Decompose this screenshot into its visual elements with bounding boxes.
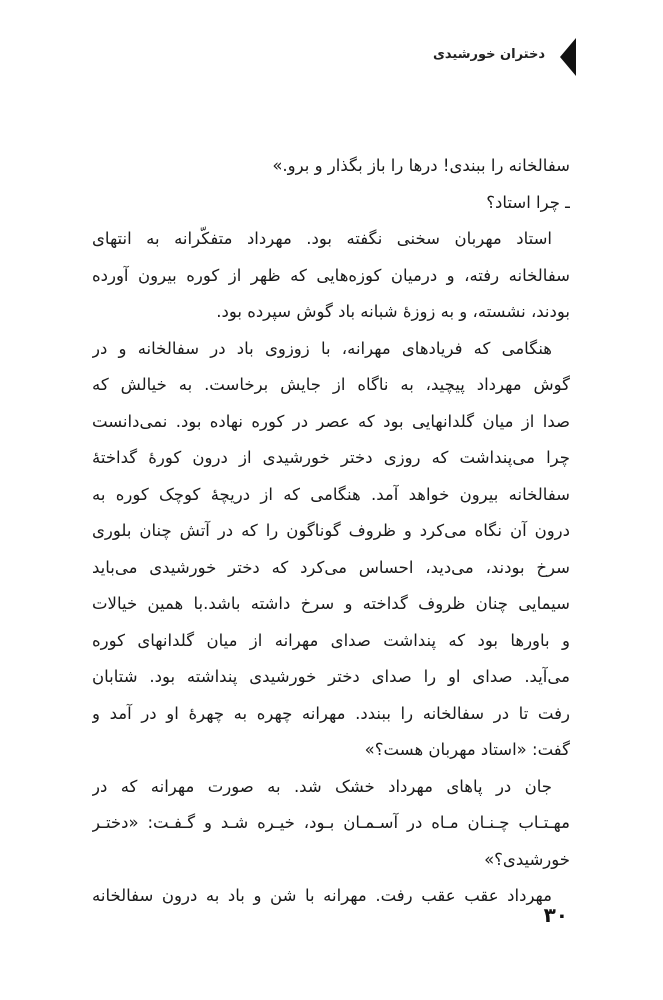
text-line: درون آن نگاه می‌کرد و ظروف گوناگون را که در آتش چنان بلوری bbox=[92, 521, 570, 540]
text-line: سرخ بودند، می‌دید، احساس می‌کرد که دختر خورشیدی می‌باید bbox=[92, 557, 570, 577]
text-line: خورشیدی؟» bbox=[484, 849, 570, 869]
running-header bbox=[73, 38, 573, 78]
text-line: رفت تا در سفالخانه را ببندد. مهرانه چهره به چهرهٔ او در آمد و bbox=[92, 703, 570, 723]
text-line: مهرداد عقب عقب رفت. مهرانه با شن و باد به درون سفالخانه bbox=[92, 886, 552, 905]
text-line: می‌آید. صدای او را صدای دختر خورشیدی پنداشته بود. شتابان bbox=[92, 667, 570, 686]
text-line: هنگامی که فریادهای مهرانه، با زوزوی باد در سفالخانه و در bbox=[92, 338, 552, 358]
text-line: و باورها بود که پنداشت صدای مهرانه از میان گلدانهای کوره bbox=[92, 630, 570, 650]
text-line: ـ چرا استاد؟ bbox=[486, 192, 570, 212]
text-line: سفالخانه را ببندی! درها را باز بگذار و برو.» bbox=[272, 156, 570, 175]
page-number: ۳۰ bbox=[543, 903, 568, 927]
text-line: سفالخانه رفته، و درمیان کوزه‌هایی که ظهر از کوره بیرون آورده bbox=[92, 265, 570, 285]
text-line: صدا از میان گلدانهایی بود که عصر در کوره نهاده بود. نمی‌دانست bbox=[92, 411, 570, 431]
body-text bbox=[92, 148, 570, 915]
text-line: مهـتـاب چـنـان مـاه در آسـمـان بـود، خیـره شـد و گـفـت: «دختـر bbox=[92, 813, 570, 832]
text-line: چرا می‌پنداشت که روزی دختر خورشیدی از درون کورهٔ گداختهٔ bbox=[92, 448, 570, 467]
page-marker-arrow-icon bbox=[560, 38, 576, 76]
text-line: بودند، نشسته، و به زوزهٔ شبانه باد گوش سپرده بود. bbox=[216, 302, 570, 321]
text-line: گفت: «استاد مهربان هست؟» bbox=[364, 740, 570, 759]
book-title: دختران خورشیدی bbox=[432, 47, 545, 62]
text-line: استاد مهربان سخنی نگفته بود. مهرداد متفکّرانه به انتهای bbox=[92, 229, 552, 248]
text-line: سفالخانه بیرون خواهد آمد. هنگامی که از دریچهٔ کوچک کوره به bbox=[92, 484, 570, 504]
text-line: گوش مهرداد پیچید، به ناگاه از جایش برخاست. به خیالش که bbox=[92, 375, 570, 394]
text-line: سیمایی چنان ظروف گداخته و سرخ داشته باشد.با همین خیالات bbox=[92, 594, 570, 613]
text-line: جان در پاهای مهرداد خشک شد. به صورت مهرانه که در bbox=[92, 776, 552, 796]
